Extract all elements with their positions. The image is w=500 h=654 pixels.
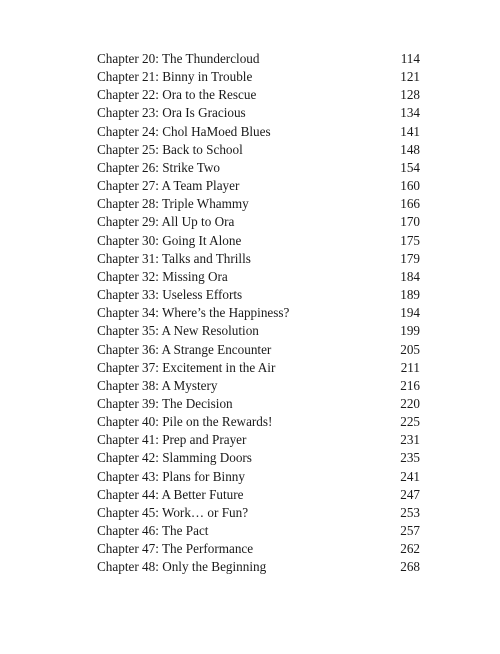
- page-number: 121: [400, 69, 420, 85]
- chapter-title: Chapter 27: A Team Player: [97, 178, 240, 194]
- page-number: 205: [400, 341, 420, 357]
- page-number: 257: [400, 523, 420, 539]
- page-number: 211: [400, 359, 420, 375]
- chapter-title: Chapter 48: Only the Beginning: [97, 559, 267, 575]
- toc-entry: [97, 558, 420, 576]
- page-number: 114: [400, 51, 420, 66]
- toc-entry: [97, 413, 420, 431]
- page-number: 231: [400, 432, 420, 448]
- chapter-title: Chapter 22: Ora to the Rescue: [97, 87, 257, 103]
- page-number: 199: [400, 323, 420, 339]
- page-number: 170: [400, 214, 420, 230]
- page-number: 141: [400, 123, 420, 139]
- page-number: 166: [400, 196, 420, 212]
- table-of-contents: [97, 50, 420, 577]
- page-number: 128: [400, 87, 420, 103]
- toc-entry: [97, 159, 420, 177]
- page-number: 160: [400, 178, 420, 194]
- toc-entry: [97, 104, 420, 122]
- chapter-title: Chapter 34: Where’s the Happiness?: [97, 305, 290, 321]
- toc-entry: [97, 504, 420, 522]
- page-number: 175: [400, 232, 420, 248]
- chapter-title: Chapter 31: Talks and Thrills: [97, 250, 251, 266]
- page-number: 179: [400, 250, 420, 266]
- toc-entry: [97, 540, 420, 558]
- toc-entry: [97, 341, 420, 359]
- chapter-title: Chapter 47: The Performance: [97, 541, 254, 557]
- chapter-title: Chapter 28: Triple Whammy: [97, 196, 249, 212]
- toc-entry: [97, 359, 420, 377]
- toc-entry: [97, 268, 420, 286]
- page-number: 184: [400, 268, 420, 284]
- chapter-title: Chapter 23: Ora Is Gracious: [97, 105, 246, 121]
- toc-entry: [97, 449, 420, 467]
- page-number: 268: [400, 559, 420, 575]
- chapter-title: Chapter 33: Useless Efforts: [97, 287, 243, 303]
- toc-entry: [97, 50, 420, 68]
- page-number: 253: [400, 504, 420, 520]
- chapter-title: Chapter 38: A Mystery: [97, 377, 218, 393]
- chapter-title: Chapter 44: A Better Future: [97, 486, 244, 502]
- toc-entry: [97, 141, 420, 159]
- toc-entry: [97, 286, 420, 304]
- chapter-title: Chapter 40: Pile on the Rewards!: [97, 414, 273, 430]
- page-number: 220: [400, 395, 420, 411]
- chapter-title: Chapter 20: The Thundercloud: [97, 51, 260, 66]
- chapter-title: Chapter 39: The Decision: [97, 395, 233, 411]
- chapter-title: Chapter 21: Binny in Trouble: [97, 69, 253, 85]
- page-number: 154: [400, 159, 420, 175]
- chapter-title: Chapter 45: Work… or Fun?: [97, 504, 249, 520]
- chapter-title: Chapter 35: A New Resolution: [97, 323, 259, 339]
- page-number: 134: [400, 105, 420, 121]
- page-number: 241: [400, 468, 420, 484]
- chapter-title: Chapter 37: Excitement in the Air: [97, 359, 276, 375]
- chapter-title: Chapter 30: Going It Alone: [97, 232, 242, 248]
- toc-entry: [97, 468, 420, 486]
- chapter-title: Chapter 24: Chol HaMoed Blues: [97, 123, 271, 139]
- toc-entry: [97, 177, 420, 195]
- page-number: 247: [400, 486, 420, 502]
- toc-entry: [97, 431, 420, 449]
- chapter-title: Chapter 46: The Pact: [97, 523, 209, 539]
- chapter-title: Chapter 43: Plans for Binny: [97, 468, 245, 484]
- toc-entry: [97, 250, 420, 268]
- chapter-title: Chapter 42: Slamming Doors: [97, 450, 252, 466]
- page-number: 189: [400, 287, 420, 303]
- page-number: 235: [400, 450, 420, 466]
- chapter-title: Chapter 41: Prep and Prayer: [97, 432, 247, 448]
- toc-entry: [97, 377, 420, 395]
- page-number: 216: [400, 377, 420, 393]
- page-number: 225: [400, 414, 420, 430]
- toc-entry: [97, 522, 420, 540]
- chapter-title: Chapter 25: Back to School: [97, 141, 243, 157]
- toc-entry: [97, 322, 420, 340]
- toc-entry: [97, 395, 420, 413]
- toc-entry: [97, 213, 420, 231]
- toc-entry: [97, 232, 420, 250]
- page-number: 262: [400, 541, 420, 557]
- toc-entry: [97, 86, 420, 104]
- toc-entry: [97, 304, 420, 322]
- toc-entry: [97, 68, 420, 86]
- chapter-title: Chapter 26: Strike Two: [97, 159, 221, 175]
- toc-entry: [97, 486, 420, 504]
- chapter-title: Chapter 36: A Strange Encounter: [97, 341, 272, 357]
- toc-entry: [97, 123, 420, 141]
- chapter-title: Chapter 32: Missing Ora: [97, 268, 228, 284]
- page-number: 148: [400, 141, 420, 157]
- page-number: 194: [400, 305, 420, 321]
- chapter-title: Chapter 29: All Up to Ora: [97, 214, 235, 230]
- toc-entry: [97, 195, 420, 213]
